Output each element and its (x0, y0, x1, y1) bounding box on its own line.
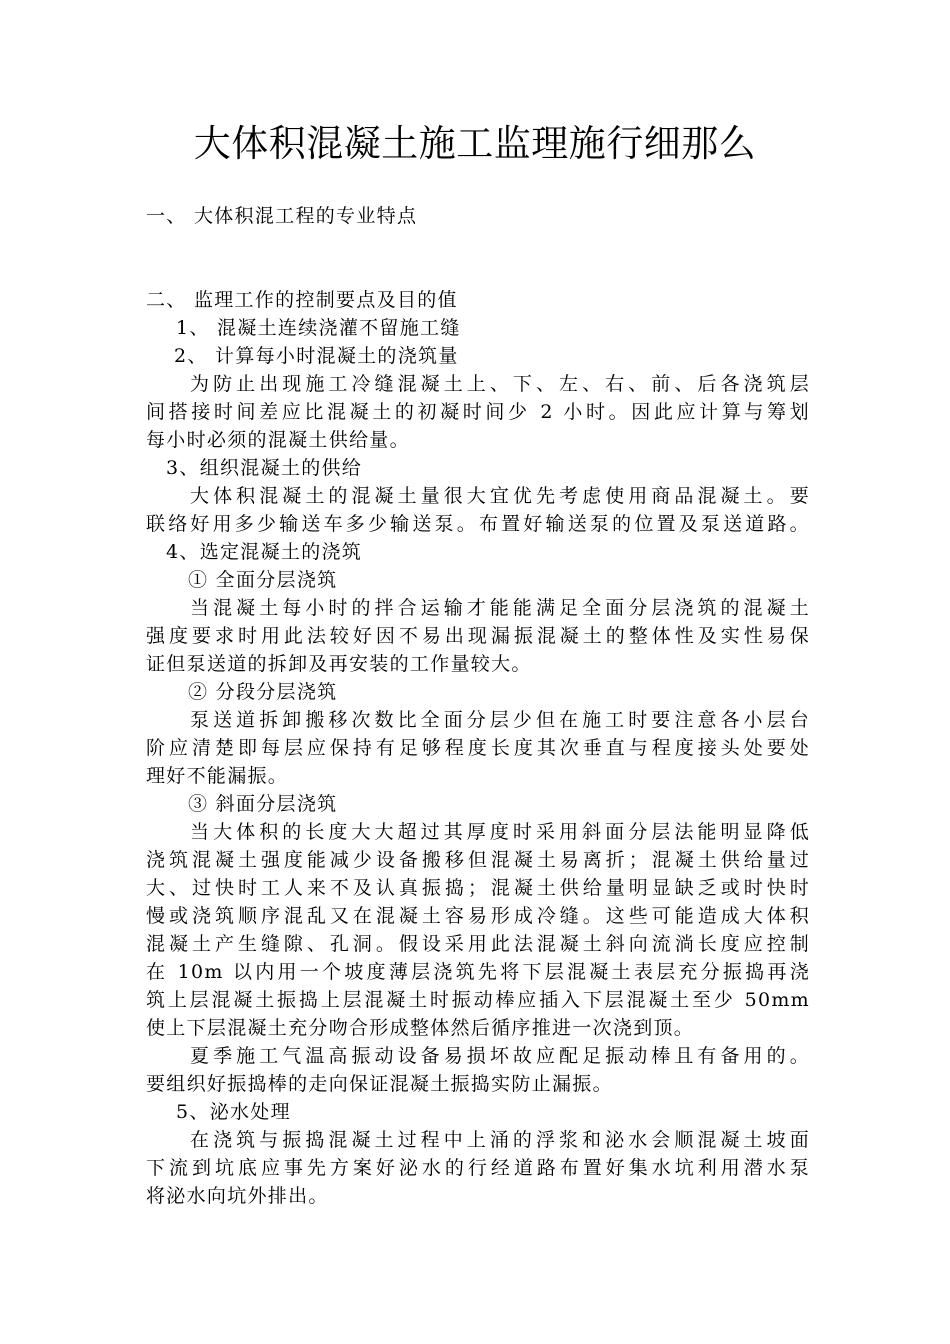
paragraph-line: 当大体积的长度大大超过其厚度时采用斜面分层法能明显降低 (190, 821, 810, 843)
paragraph-line: 下流到坑底应事先方案好泌水的行经道路布置好集水坑利用潜水泵 (146, 1157, 810, 1179)
subsection-heading: 2、 计算每小时混凝土的浇筑量 (174, 345, 459, 367)
subsection-heading: 5、泌水处理 (176, 1101, 291, 1123)
paragraph-line: 要组织好振捣棒的走向保证混凝土振捣实防止漏振。 (146, 1073, 613, 1095)
paragraph-line: 间搭接时间差应比混凝土的初凝时间少 2 小时。因此应计算与筹划 (146, 401, 810, 423)
paragraph-line: 慢或浇筑顺序混乱又在混凝土容易形成冷缝。这些可能造成大体积 (146, 905, 810, 927)
section-heading-2: 二、 监理工作的控制要点及目的值 (146, 289, 458, 311)
paragraph-line: 证但泵送道的拆卸及再安装的工作量较大。 (146, 653, 532, 675)
paragraph-line: 筑上层混凝土振捣上层混凝土时振动棒应插入下层混凝土至少 50mm (146, 989, 810, 1011)
subsection-heading: 4、选定混凝土的浇筑 (166, 541, 363, 563)
paragraph-line: 将泌水向坑外排出。 (146, 1185, 329, 1207)
paragraph-line: 浇筑混凝土强度能减少设备搬移但混凝土易离折；混凝土供给量过 (146, 849, 810, 871)
paragraph-line: 理好不能漏振。 (146, 765, 289, 787)
paragraph-line: 强度要求时用此法较好因不易出现漏振混凝土的整体性及实性易保 (146, 625, 810, 647)
document-title: 大体积混凝土施工监理施行细那么 (193, 122, 757, 165)
paragraph-line: 为防止出现施工冷缝混凝土上、下、左、右、前、后各浇筑层 (190, 373, 810, 395)
subsection-heading: 1、 混凝土连续浇灌不留施工缝 (176, 317, 461, 339)
method-heading: ① 全面分层浇筑 (188, 569, 338, 591)
paragraph-line: 在 10m 以内用一个坡度薄层浇筑先将下层混凝土表层充分振捣再浇 (146, 961, 810, 983)
paragraph-line: 大、过快时工人来不及认真振捣；混凝土供给量明显缺乏或时快时 (146, 877, 810, 899)
section-heading-1: 一、 大体积混工程的专业特点 (146, 205, 418, 227)
paragraph-line: 在浇筑与振捣混凝土过程中上涌的浮浆和泌水会顺混凝土坡面 (190, 1129, 810, 1151)
paragraph-line: 当混凝土每小时的拌合运输才能能满足全面分层浇筑的混凝土 (190, 597, 810, 619)
paragraph-line: 联络好用多少输送车多少输送泵。布置好输送泵的位置及泵送道路。 (146, 513, 810, 535)
paragraph-line: 阶应清楚即每层应保持有足够程度长度其次垂直与程度接头处要处 (146, 737, 810, 759)
paragraph-line: 泵送道拆卸搬移次数比全面分层少但在施工时要注意各小层台 (190, 709, 810, 731)
method-heading: ② 分段分层浇筑 (188, 681, 338, 703)
subsection-heading: 3、组织混凝土的供给 (166, 457, 363, 479)
paragraph-line: 每小时必须的混凝土供给量。 (146, 429, 410, 451)
paragraph-line: 大体积混凝土的混凝土量很大宜优先考虑使用商品混凝土。要 (190, 485, 810, 507)
method-heading: ③ 斜面分层浇筑 (188, 793, 338, 815)
paragraph-line: 使上下层混凝土充分吻合形成整体然后循序推进一次浇到顶。 (146, 1017, 695, 1039)
paragraph-line: 夏季施工气温高振动设备易损坏故应配足振动棒且有备用的。 (190, 1045, 810, 1067)
paragraph-line: 混凝土产生缝隙、孔洞。假设采用此法混凝土斜向流淌长度应控制 (146, 933, 810, 955)
